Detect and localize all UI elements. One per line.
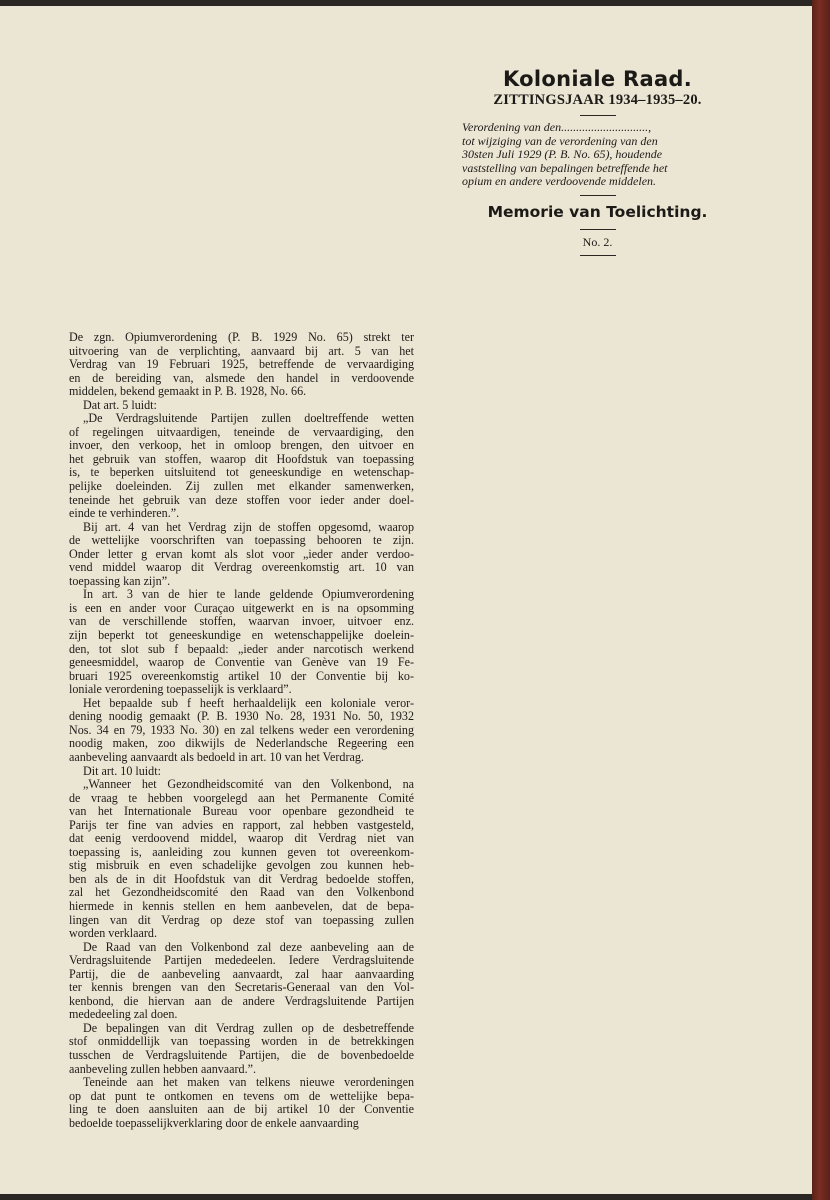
body-line: ben als de in dit Hoofdstuk van dit Verdrag bedoelde stoffen, bbox=[69, 871, 414, 886]
body-line: vend middel waarop dit Verdrag overeenkomstig art. 10 van bbox=[69, 560, 414, 575]
body-line: ling te doen aansluiten aan de bij artikel 10 der Conventie bbox=[69, 1102, 414, 1117]
body-line: op dat punt te ontkomen en tevens om de wettelijke bepa- bbox=[69, 1088, 414, 1103]
subject-line: 30sten Juli 1929 (P. B. No. 65), houdende bbox=[462, 147, 663, 162]
body-line: Dat art. 5 luidt: bbox=[83, 397, 157, 412]
body-line: aanbeveling zullen hebben aanvaard.”. bbox=[69, 1061, 257, 1076]
body-line: De Raad van den Volkenbond zal deze aanbeveling aan de bbox=[83, 939, 414, 954]
body-line: toepassing is, aanleiding zou kunnen geven tot overeenkom- bbox=[69, 844, 414, 859]
subject-line: vaststelling van bepalingen betreffende het bbox=[462, 160, 668, 175]
body-line: de vraag te hebben voorgelegd aan het Permanente Comité bbox=[69, 790, 414, 805]
body-line: of regelingen uitvaardigen, teneinde de vervaardiging, den bbox=[69, 424, 414, 439]
body-line: aanbeveling aanvaardt als bedoeld in art. 10 van het Verdrag. bbox=[69, 749, 364, 764]
body-line: Het bepaalde sub f heeft herhaaldelijk een koloniale veror- bbox=[83, 695, 414, 710]
body-line: „Wanneer het Gezondheidscomité van den Volkenbond, na bbox=[83, 777, 414, 792]
body-line: bruari 1925 overeenkomstig artikel 10 der Conventie bij ko- bbox=[69, 668, 414, 683]
body-line: hiermede in kennis stellen en hem aanbevelen, dat de bepa- bbox=[69, 898, 414, 913]
body-line: toepassing kan zijn”. bbox=[69, 573, 171, 588]
body-line: De bepalingen van dit Verdrag zullen op de desbetreffende bbox=[83, 1020, 414, 1035]
body-line: dening noodig gemaakt (P. B. 1930 No. 28, 1931 No. 50, 1932 bbox=[69, 709, 414, 724]
body-line: lingen van dit Verdrag op deze stof van toepassing zullen bbox=[69, 912, 414, 927]
ordinance-subject bbox=[460, 121, 735, 189]
body-line: loniale verordening toepasselijk is verklaard”. bbox=[69, 682, 292, 697]
body-line: van de verschillende stoffen, waarvan invoer, uitvoer enz. bbox=[69, 614, 414, 629]
body-line: den, tot slot sub f bepaald: „ieder ander narcotisch werkend bbox=[69, 641, 414, 656]
body-line: ter kennis brengen van den Secretaris-Generaal van den Vol- bbox=[69, 980, 414, 995]
divider-rule bbox=[580, 195, 616, 196]
body-line: zal het Gezondheidscomité den Raad van den Volkenbond bbox=[69, 885, 414, 900]
body-line: geneesmiddel, waarop de Conventie van Genève van 19 Fe- bbox=[69, 655, 414, 670]
body-line: Verdragsluitende Partijen mededeelen. Iedere Verdragsluitende bbox=[69, 953, 414, 968]
memorandum-body bbox=[69, 331, 414, 1130]
body-line: middelen, bekend gemaakt in P. B. 1928, No. 66. bbox=[69, 384, 307, 399]
body-line: In art. 3 van de hier te lande geldende Opiumverordening bbox=[83, 587, 414, 602]
subject-line: Verordening van den............................., bbox=[462, 120, 652, 134]
body-line: is een en ander voor Curaçao uitgewerkt en is na opsomming bbox=[69, 600, 414, 615]
divider-rule bbox=[580, 115, 616, 116]
body-line: stig misbruik en even schadelijke gevolgen zou kunnen heb- bbox=[69, 858, 414, 873]
body-line: Teneinde aan het maken van telkens nieuwe verordeningen bbox=[83, 1075, 414, 1090]
body-line: invoer, den verkoop, het in omloop brengen, den uitvoer en bbox=[69, 438, 414, 453]
body-line: noodig maken, zoo dikwijls de Nederlandsche Regeering een bbox=[69, 736, 414, 751]
body-line: van het Internationale Bureau voor openbare gezondheid te bbox=[69, 804, 414, 819]
body-line: Parijs ter fine van advies en rapport, zal hebben vastgesteld, bbox=[69, 817, 414, 832]
body-line: en de bereiding van, alsmede den handel in verdoovende bbox=[69, 370, 414, 385]
divider-rule bbox=[580, 229, 616, 230]
body-line: de wettelijke voorschriften van toepassing behooren te zijn. bbox=[69, 533, 414, 548]
subject-line: opium en andere verdoovende middelen. bbox=[462, 174, 657, 189]
body-line: pelijke doeleinden. Zij zullen met elkander samenwerken, bbox=[69, 479, 414, 494]
divider-rule bbox=[580, 255, 616, 256]
body-line: Onder letter g ervan komt als slot voor „ieder ander verdoo- bbox=[69, 546, 414, 561]
body-line: Verdrag van 19 Februari 1925, betreffende de vervaardiging bbox=[69, 357, 414, 372]
document-header bbox=[460, 66, 735, 261]
document-page bbox=[0, 6, 813, 1194]
body-line: stof onmiddellijk van toepassing worden in de betrekkingen bbox=[69, 1034, 414, 1049]
body-line: mededeeling zal doen. bbox=[69, 1007, 178, 1022]
body-line: Bij art. 4 van het Verdrag zijn de stoffen opgesomd, waarop bbox=[83, 519, 414, 534]
memorandum-heading: Memorie van Toelichting. bbox=[487, 202, 708, 221]
body-line: Dit art. 10 luidt: bbox=[83, 763, 161, 778]
body-line: kenbond, die hiervan aan de andere Verdragsluitende Partijen bbox=[69, 993, 414, 1008]
document-number: No. 2. bbox=[582, 234, 613, 249]
body-line: tusschen de Verdragsluitende Partijen, die de bovenbedoelde bbox=[69, 1047, 414, 1062]
body-line: einde te verhinderen.”. bbox=[69, 506, 180, 521]
body-line: uitvoering van de verplichting, aanvaard bij art. 5 van het bbox=[69, 343, 414, 358]
body-line: „De Verdragsluitende Partijen zullen doeltreffende wetten bbox=[83, 411, 414, 426]
session-year: ZITTINGSJAAR 1934–1935–20. bbox=[493, 92, 702, 108]
subject-line: tot wijziging van de verordening van den bbox=[462, 133, 658, 148]
body-line: het gebruik van stoffen, waarop dit Hoofdstuk van toepassing bbox=[69, 451, 414, 466]
body-line: zijn beperkt tot geneeskundige en wetenschappelijke doelein- bbox=[69, 628, 414, 643]
council-title: Koloniale Raad. bbox=[502, 67, 693, 91]
body-line: worden verklaard. bbox=[69, 926, 157, 941]
body-line: is, te beperken uitsluitend tot geneeskundige en wetenschap- bbox=[69, 465, 414, 480]
body-line: dat eenig verdoovend middel, waarop dit Verdrag niet van bbox=[69, 831, 414, 846]
body-line: Partij, die de aanbeveling aanvaardt, zal haar aanvaarding bbox=[69, 966, 414, 981]
body-line: De zgn. Opiumverordening (P. B. 1929 No. 65) strekt ter bbox=[69, 330, 414, 344]
body-line: Nos. 34 en 79, 1933 No. 30) en zal telkens weder een verordening bbox=[69, 722, 414, 737]
body-line: bedoelde toepasselijkverklaring door de enkele aanvaarding bbox=[69, 1115, 359, 1130]
body-line: teneinde het gebruik van deze stoffen voor ieder ander doel- bbox=[69, 492, 414, 507]
binding-spine bbox=[812, 0, 830, 1200]
